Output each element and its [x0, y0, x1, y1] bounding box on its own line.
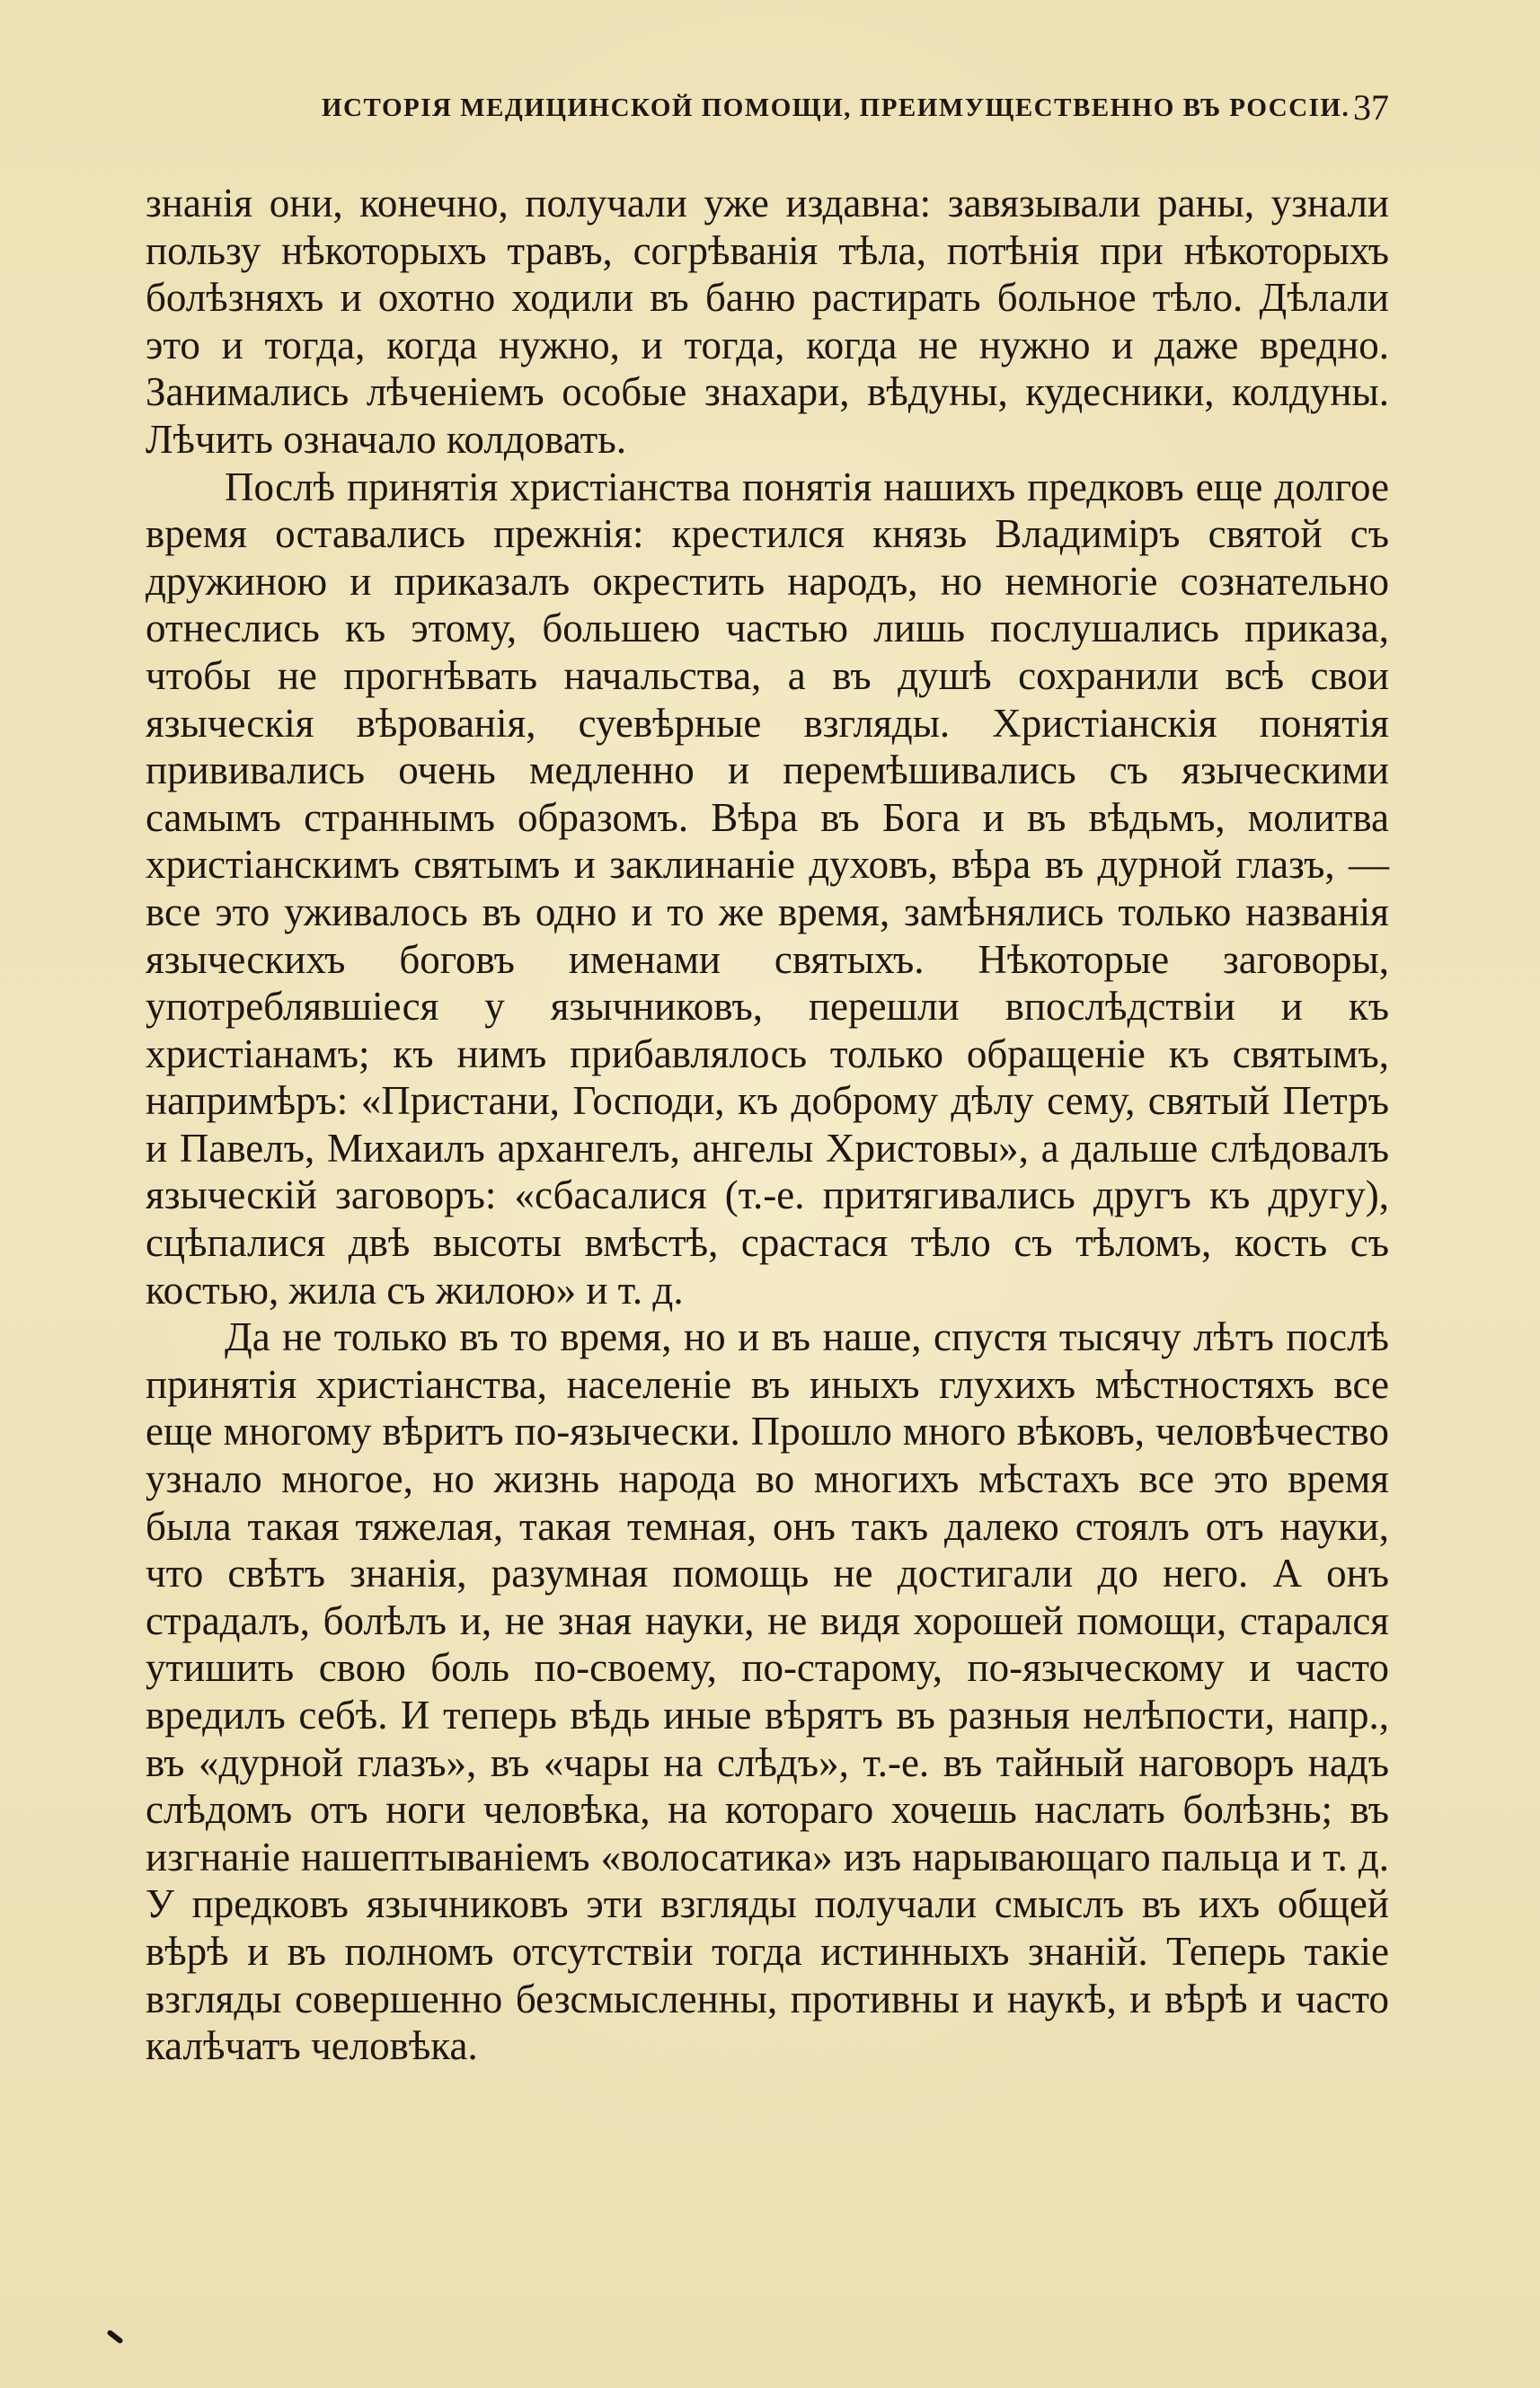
- paragraph-1: знанія они, конечно, получали уже издавна: завязывали раны, узнали пользу нѣкоторыхъ травъ, согрѣванія тѣла, потѣнія при нѣкоторыхъ болѣзняхъ и охотно ходили въ баню растирать больное тѣло. Дѣлали это и тогда, когда нужно, и тогда, когда не нужно и даже вредно. Занимались лѣченіемъ особые знахари, вѣдуны, кудесники, колдуны. Лѣчить означало колдовать.: [146, 181, 1389, 462]
- running-title: ИСТОРІЯ МЕДИЦИНСКОЙ ПОМОЩИ, ПРЕИМУЩЕСТВЕННО ВЪ РОССІИ.: [322, 93, 1350, 122]
- paragraph-2: Послѣ принятія христіанства понятія нашихъ предковъ еще долгое время оставались прежнія: крестился князь Владиміръ святой съ дружиною и приказалъ окрестить народъ, но немногіе сознательно отнеслись къ этому, большею частью лишь послушались приказа, чтобы не прогнѣвать начальства, а въ душѣ сохранили всѣ свои языческія вѣрованія, суевѣрные взгляды. Христіанскія понятія прививались очень медленно и перемѣшивались съ языческими самымъ страннымъ образомъ. Вѣра въ Бога и въ вѣдьмъ, молитва христіанскимъ святымъ и заклинаніе духовъ, вѣра въ дурной глазъ, — все это уживалось въ одно и то же время, замѣнялись только названія языческихъ боговъ именами святыхъ. Нѣкоторые заговоры, употреблявшіеся у язычниковъ, перешли впослѣдствіи и къ христіанамъ; къ нимъ прибавлялось только обращеніе къ святымъ, напримѣръ: «Пристани, Господи, къ доброму дѣлу сему, святый Петръ и Павелъ, Михаилъ архангелъ, ангелы Христовы», а дальше слѣдовалъ языческій заговоръ: «сбасалися (т.-е. притягивались другъ къ другу), сцѣпалися двѣ высоты вмѣстѣ, срастася тѣло съ тѣломъ, кость съ костью, жила съ жилою» и т. д.: [146, 464, 1389, 1313]
- body-text: [146, 180, 1389, 2070]
- ink-speck: [106, 2329, 123, 2344]
- paragraph-3: Да не только въ то время, но и въ наше, спустя тысячу лѣтъ послѣ принятія христіанства, населеніе въ иныхъ глухихъ мѣстностяхъ все еще многому вѣритъ по-язычески. Прошло много вѣковъ, человѣчество узнало многое, но жизнь народа во многихъ мѣстахъ все это время была такая тяжелая, такая темная, онъ такъ далеко стоялъ отъ науки, что свѣтъ знанія, разумная помощь не достигали до него. А онъ страдалъ, болѣлъ и, не зная науки, не видя хорошей помощи, старался утишить свою боль по-своему, по-старому, по-языческому и часто вредилъ себѣ. И теперь вѣдь иные вѣрятъ въ разныя нелѣпости, напр., въ «дурной глазъ», въ «чары на слѣдъ», т.-е. въ тайный наговоръ надъ слѣдомъ отъ ноги человѣка, на котораго хочешь наслать болѣзнь; въ изгнаніе нашептываніемъ «волосатика» изъ нарывающаго пальца и т. д. У предковъ язычниковъ эти взгляды получали смыслъ въ ихъ общей вѣрѣ и въ полномъ отсутствіи тогда истинныхъ знаній. Теперь такіе взгляды совершенно безсмысленны, противны и наукѣ, и вѣрѣ и часто калѣчатъ человѣка.: [146, 1314, 1389, 2069]
- page-header: [146, 86, 1389, 140]
- page-number: 37: [1353, 87, 1389, 128]
